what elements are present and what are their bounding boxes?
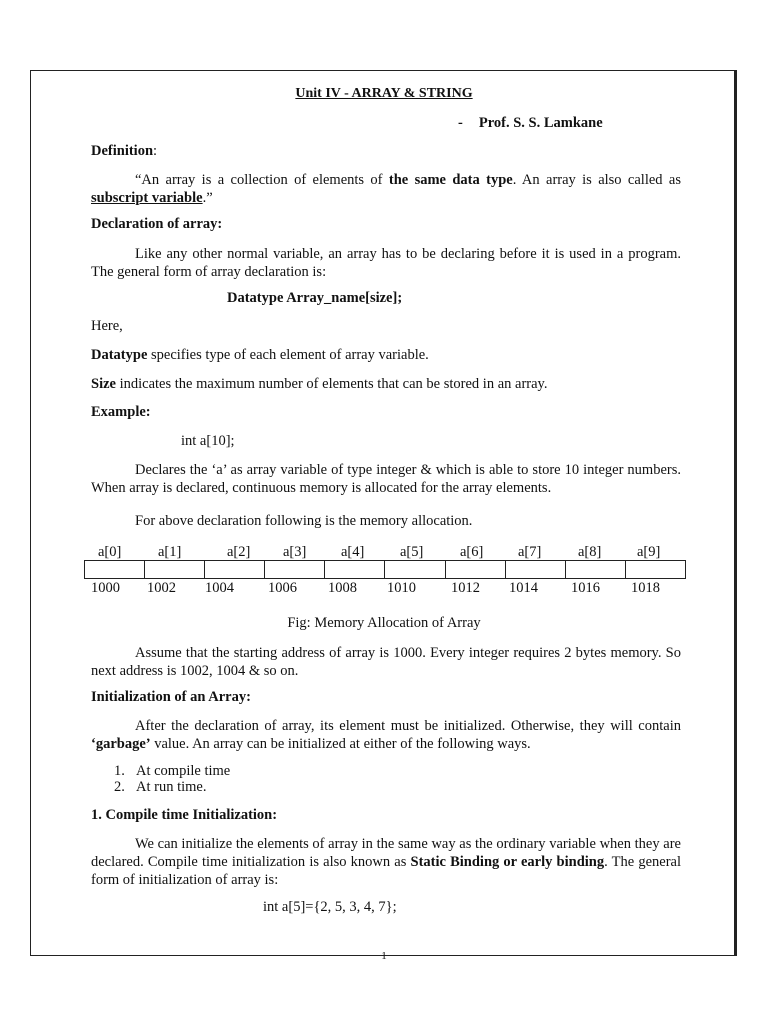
author-line <box>458 115 603 132</box>
memory-address: 1014 <box>509 580 538 596</box>
memory-address: 1016 <box>571 580 600 596</box>
memory-label: a[0] <box>98 544 122 560</box>
memory-cell <box>145 561 205 578</box>
initialization-list <box>114 763 230 795</box>
memory-address: 1000 <box>91 580 120 596</box>
figure-caption: Fig: Memory Allocation of Array <box>287 615 481 631</box>
compile-time-paragraph: We can initialize the elements of array in the same way as the ordinary variable when they are declared. Compile time initialization is also known as Static Binding or early binding. The general form of initialization of array is: <box>91 836 681 888</box>
memory-label: a[3] <box>283 544 307 560</box>
page-number: 1 <box>381 950 387 962</box>
memory-label: a[5] <box>400 544 424 560</box>
memory-address: 1008 <box>328 580 357 596</box>
memory-cell <box>325 561 385 578</box>
initialization-heading: Initialization of an Array: <box>91 689 251 705</box>
memory-cell <box>205 561 265 578</box>
compile-time-heading: 1. Compile time Initialization: <box>91 807 278 823</box>
list-item: 1. At compile time <box>114 763 231 779</box>
declaration-syntax: Datatype Array_name[size]; <box>227 290 403 306</box>
memory-address: 1002 <box>147 580 176 596</box>
page-title: Unit IV - ARRAY & STRING <box>295 86 473 101</box>
memory-label: a[2] <box>227 544 251 560</box>
size-definition: Size indicates the maximum number of elements that can be stored in an array. <box>91 376 548 392</box>
example-description: Declares the ‘a’ as array variable of type integer & which is able to store 10 integer numbers. When array is declared, continuous memory is allocated for the array elements. <box>91 462 681 496</box>
initialization-paragraph: After the declaration of array, its element must be initialized. Otherwise, they will contain ‘garbage’ value. An array can be initialized at either of the following ways. <box>91 718 681 752</box>
memory-label: a[6] <box>460 544 484 560</box>
memory-address: 1018 <box>631 580 660 596</box>
memory-address: 1006 <box>268 580 297 596</box>
author-dash: - <box>458 115 463 131</box>
datatype-definition: Datatype specifies type of each element of array variable. <box>91 347 429 363</box>
declaration-heading: Declaration of array: <box>91 216 223 232</box>
memory-cell <box>385 561 445 578</box>
here-text: Here, <box>91 318 123 334</box>
memory-cell <box>566 561 626 578</box>
memory-label: a[7] <box>518 544 542 560</box>
list-item: 2. At run time. <box>114 779 207 795</box>
memory-cell <box>85 561 145 578</box>
memory-cell <box>265 561 325 578</box>
memory-cell <box>506 561 566 578</box>
author-name: Prof. S. S. Lamkane <box>478 115 603 131</box>
example-heading: Example: <box>91 404 151 420</box>
compile-time-code: int a[5]={2, 5, 3, 4, 7}; <box>263 899 397 915</box>
memory-cell <box>626 561 685 578</box>
memory-address: 1012 <box>451 580 480 596</box>
example-code: int a[10]; <box>181 433 235 449</box>
memory-address: 1004 <box>205 580 234 596</box>
memory-cells <box>84 560 686 579</box>
memory-label: a[9] <box>637 544 661 560</box>
subscript-variable-term: subscript variable <box>91 190 203 206</box>
declaration-paragraph: Like any other normal variable, an array has to be declaring before it is used in a program. The general form of array declaration is: <box>91 246 681 280</box>
memory-note: Assume that the starting address of array is 1000. Every integer requires 2 bytes memory. So next address is 1002, 1004 & so on. <box>91 645 681 679</box>
definition-heading: Definition: <box>91 143 158 159</box>
memory-label: a[1] <box>158 544 182 560</box>
memory-cell <box>446 561 506 578</box>
memory-label: a[8] <box>578 544 602 560</box>
memory-label: a[4] <box>341 544 365 560</box>
definition-paragraph: “An array is a collection of elements of the same data type. An array is also called as subscript variable.” <box>91 172 681 206</box>
memory-intro: For above declaration following is the memory allocation. <box>135 513 473 529</box>
memory-address: 1010 <box>387 580 416 596</box>
